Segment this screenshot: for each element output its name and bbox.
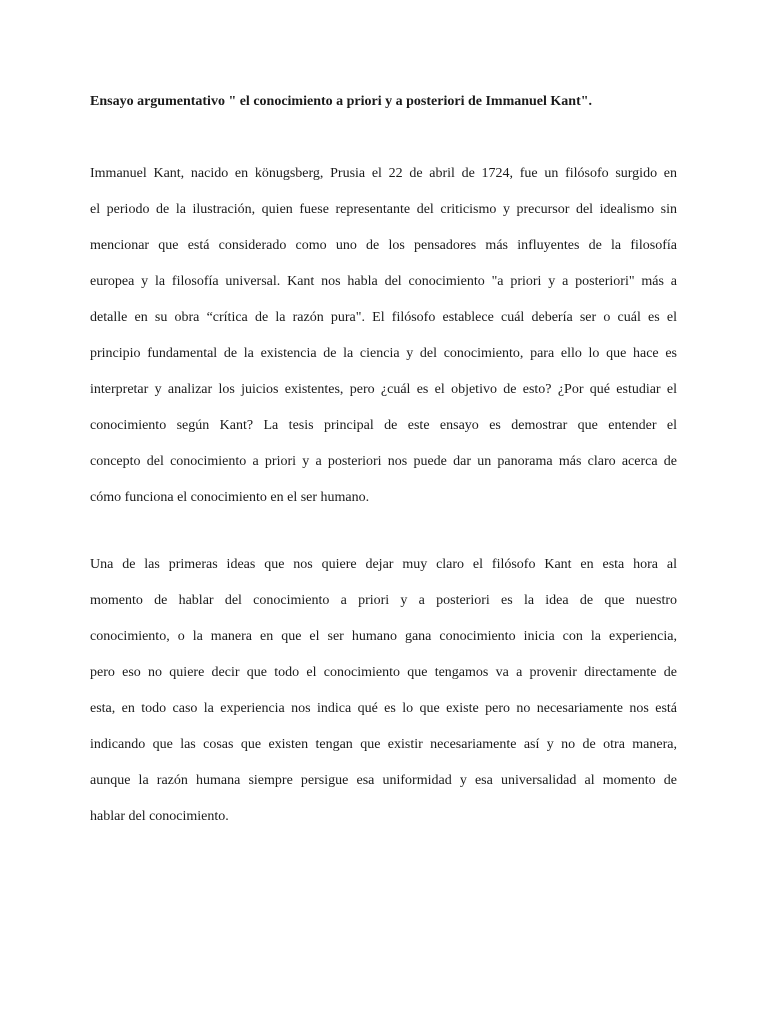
- paragraph-line: aunque la razón humana siempre persigue esa uniformidad y esa universalidad al momento de: [90, 773, 677, 788]
- paragraph-line: indicando que las cosas que existen tengan que existir necesariamente así y no de otra manera,: [90, 737, 677, 752]
- paragraph-line: detalle en su obra “crítica de la razón pura". El filósofo establece cuál debería ser o cuál es el: [90, 310, 677, 325]
- paragraph-line: principio fundamental de la existencia de la ciencia y del conocimiento, para ello lo que hace es: [90, 346, 677, 361]
- paragraph-line: el periodo de la ilustración, quien fuese representante del criticismo y precursor del idealismo sin: [90, 202, 677, 217]
- paragraph-2: [90, 555, 677, 843]
- paragraph-line: momento de hablar del conocimiento a priori y a posteriori es la idea de que nuestro: [90, 593, 677, 608]
- paragraph-line: Una de las primeras ideas que nos quiere dejar muy claro el filósofo Kant en esta hora al: [90, 557, 677, 572]
- paragraph-line: cómo funciona el conocimiento en el ser humano.: [90, 490, 370, 505]
- paragraph-line: mencionar que está considerado como uno de los pensadores más influyentes de la filosofía: [90, 238, 677, 253]
- paragraph-line: conocimiento, o la manera en que el ser humano gana conocimiento inicia con la experiencia,: [90, 629, 677, 644]
- paragraph-line: hablar del conocimiento.: [90, 809, 229, 824]
- paragraph-line: interpretar y analizar los juicios existentes, pero ¿cuál es el objetivo de esto? ¿Por qué estudiar el: [90, 382, 677, 397]
- paragraph-1: [90, 164, 677, 524]
- paragraph-line: europea y la filosofía universal. Kant nos habla del conocimiento "a priori y a posteriori" más a: [90, 274, 677, 289]
- paragraph-line: Immanuel Kant, nacido en könugsberg, Prusia el 22 de abril de 1724, fue un filósofo surgido en: [90, 166, 677, 181]
- paragraph-line: concepto del conocimiento a priori y a posteriori nos puede dar un panorama más claro acerca de: [90, 454, 677, 469]
- paragraph-line: esta, en todo caso la experiencia nos indica qué es lo que existe pero no necesariamente nos está: [90, 701, 677, 716]
- paragraph-line: pero eso no quiere decir que todo el conocimiento que tengamos va a provenir directamente de: [90, 665, 677, 680]
- document-title: Ensayo argumentativo " el conocimiento a priori y a posteriori de Immanuel Kant".: [90, 94, 593, 109]
- paragraph-line: conocimiento según Kant? La tesis principal de este ensayo es demostrar que entender el: [90, 418, 677, 433]
